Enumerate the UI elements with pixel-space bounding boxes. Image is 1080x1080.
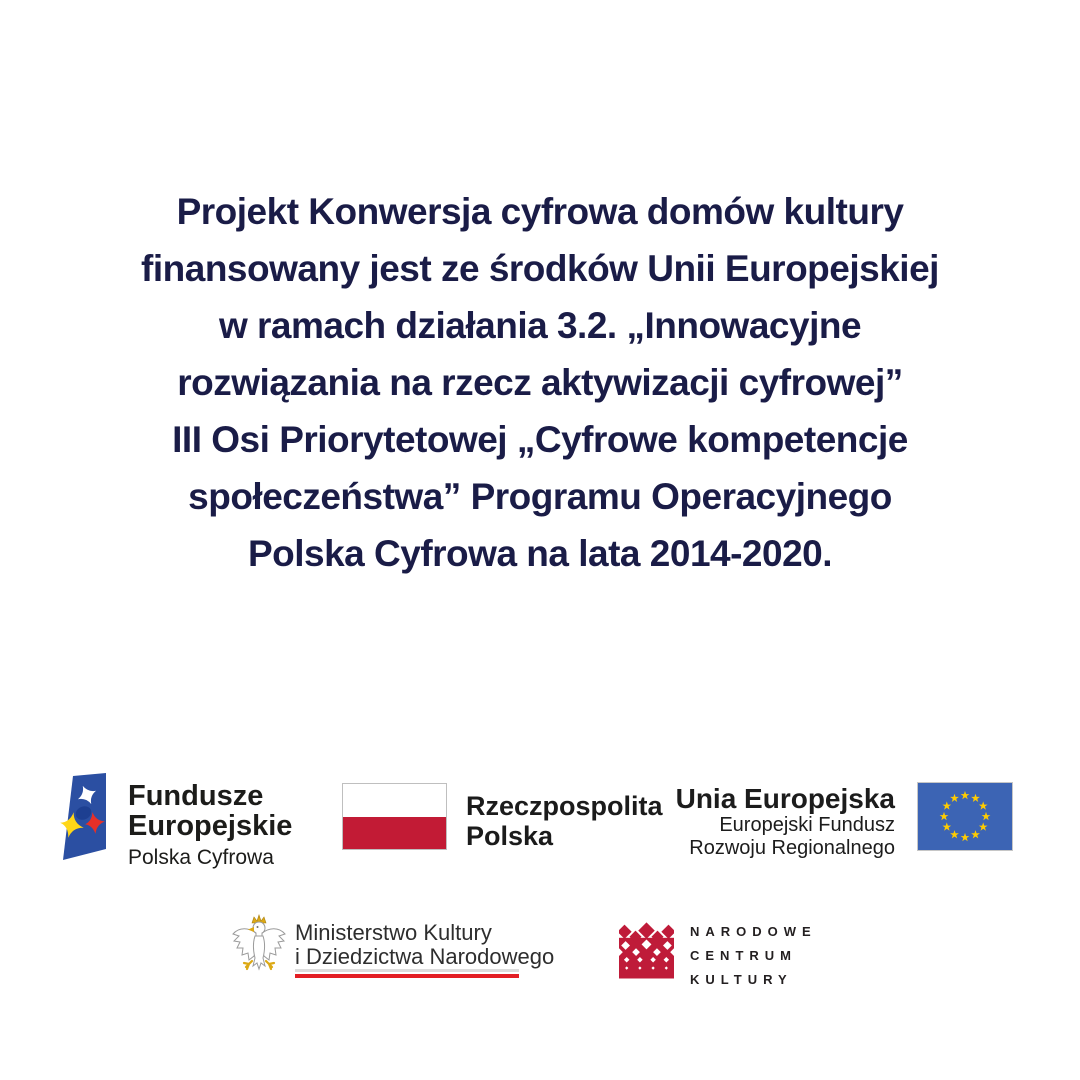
ministry-line2: i Dziedzictwa Narodowego — [295, 944, 555, 969]
eu-sub-line2: Rozwoju Regionalnego — [689, 837, 895, 859]
eu-sub-line1: Europejski Fundusz — [719, 814, 895, 836]
eu-funds-title-line2: Europejskie — [128, 810, 293, 842]
eu-funds-flag-icon — [60, 772, 106, 867]
poland-flag-icon — [342, 783, 447, 850]
statement-line: Projekt Konwersja cyfrowa domów kultury — [176, 191, 904, 232]
statement-line: Polska Cyfrowa na lata 2014-2020. — [247, 533, 833, 574]
republic-of-poland-label — [466, 791, 663, 851]
rp-line1: Rzeczpospolita — [466, 791, 663, 821]
rp-line2: Polska — [466, 821, 554, 851]
poland-flag-red-stripe — [343, 817, 446, 850]
nck-label — [690, 920, 817, 992]
ministry-label — [295, 921, 554, 969]
eu-flag-icon — [917, 782, 1013, 856]
eu-funds-subtitle: Polska Cyfrowa — [128, 846, 274, 869]
statement-line: III Osi Priorytetowej „Cyfrowe kompetencje — [172, 419, 908, 460]
funding-statement — [30, 183, 1050, 582]
eu-title: Unia Europejska — [675, 783, 895, 814]
statement-line: finansowany jest ze środków Unii Europejskiej — [141, 248, 939, 289]
nck-line2: CENTRUM — [690, 948, 797, 963]
nck-line1: NARODOWE — [690, 924, 817, 939]
eu-funds-logo-text — [128, 781, 292, 870]
statement-line: rozwiązania na rzecz aktywizacji cyfrowej” — [177, 362, 903, 403]
eu-funds-title-line1: Fundusze — [128, 780, 264, 812]
ministry-line1: Ministerstwo Kultury — [295, 920, 492, 945]
polish-eagle-icon — [231, 914, 287, 987]
ministry-rule-gray — [295, 969, 519, 972]
statement-line: społeczeństwa” Programu Operacyjnego — [188, 476, 892, 517]
ministry-rule-red — [295, 974, 519, 978]
eu-logo-text — [676, 783, 895, 860]
nck-crown-icon — [619, 922, 674, 985]
nck-line3: KULTURY — [690, 972, 793, 987]
statement-line: w ramach działania 3.2. „Innowacyjne — [218, 305, 862, 346]
